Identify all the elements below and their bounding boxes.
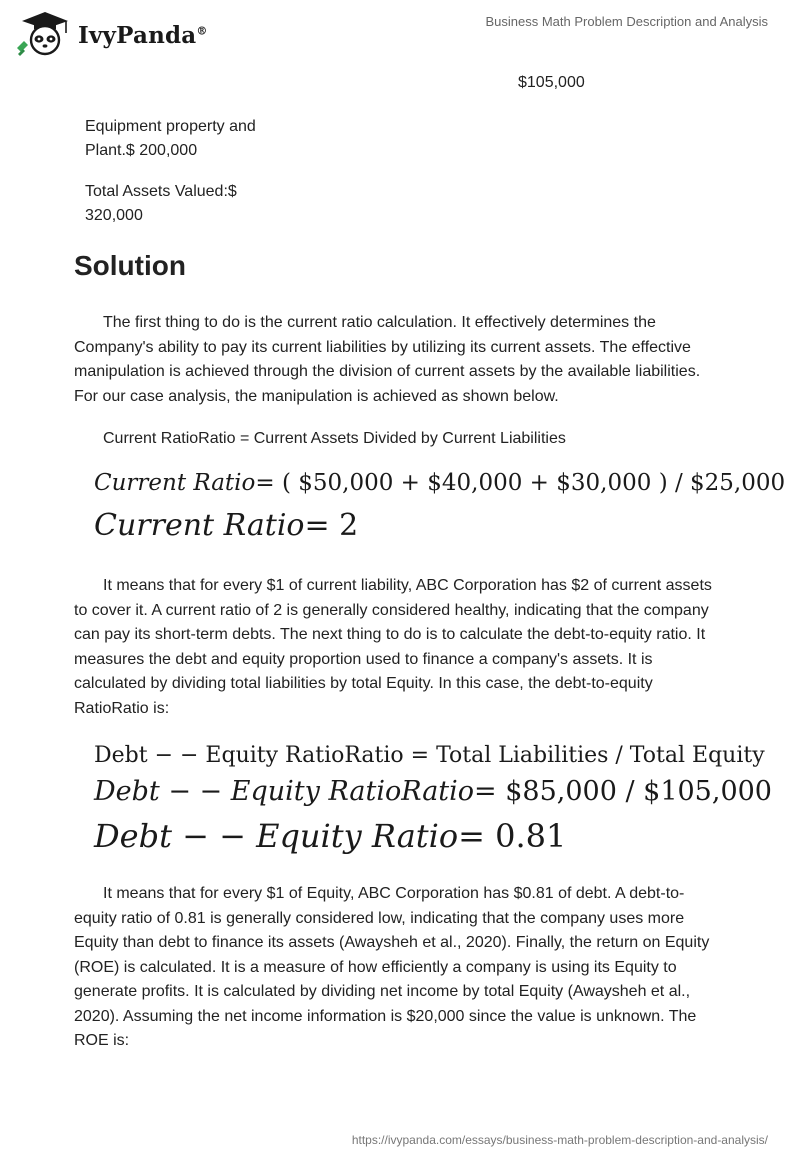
total-assets-line: Total Assets Valued:$ 320,000: [85, 183, 237, 224]
source-url[interactable]: https://ivypanda.com/essays/business-math-problem-description-and-analysis/: [351, 1133, 768, 1147]
brand-name: IvyPanda®: [78, 21, 208, 49]
debt-equity-formula: [94, 776, 772, 807]
paragraph-debt-to-equity: It means that for every $1 of current liability, ABC Corporation has $2 of current assets to cover it. A current ratio of 2 is generally considered healthy, indicating that the company can pay its short-term debts. The next thing to do is to calculate the debt-to-equity ratio. It measures the debt and equity proportion used to finance a company's assets. It is calculated by dividing total liabilities by total Equity. In this case, the debt-to-equity RatioRatio is:: [74, 577, 712, 717]
page-header: [0, 0, 800, 70]
current-ratio-formula: [94, 470, 785, 496]
result-lhs: Current Ratio: [94, 508, 305, 543]
debt-equity-result: [94, 817, 566, 855]
result-rhs: = 0.81: [458, 817, 567, 855]
formula-rhs: = $85,000 / $105,000: [474, 776, 772, 807]
paragraph-current-ratio: The first thing to do is the current ratio calculation. It effectively determines the Company's ability to pay its current liabilities by utilizing its current assets. The effective manipulation is achieved through the division of current assets by the available liabilities. For our case analysis, the manipulation is achieved as shown below.: [74, 314, 701, 405]
section-heading: Solution: [74, 250, 186, 281]
formula-label: Current RatioRatio = Current Assets Divided by Current Liabilities: [103, 430, 566, 447]
debt-equity-definition: Debt − − Equity RatioRatio = Total Liabilities / Total Equity: [94, 743, 765, 768]
equity-value: $105,000: [518, 74, 585, 91]
paragraph-roe: It means that for every $1 of Equity, ABC Corporation has $0.81 of debt. A debt-to-equity ratio of 0.81 is generally considered low, indicating that the company uses more Equity than debt to finance its assets (Awaysheh et al., 2020). Finally, the return on Equity (ROE) is calculated. It is a measure of how efficiently a company is using its Equity to generate profits. It is calculated by dividing net income by total Equity (Awaysheh et al., 2020). Assuming the net income information is $20,000 since the value is unknown. The ROE is:: [74, 885, 710, 1049]
equipment-line: Equipment property and Plant.$ 200,000: [85, 118, 256, 159]
current-ratio-result: [94, 508, 358, 543]
result-rhs: = 2: [304, 508, 359, 543]
document-title: Business Math Problem Description and Analysis: [485, 14, 768, 29]
panda-graduate-icon: [14, 8, 76, 58]
result-lhs: Debt − − Equity Ratio: [94, 817, 459, 855]
formula-lhs: Current Ratio: [94, 470, 256, 496]
formula-lhs: Debt − − Equity RatioRatio: [94, 776, 475, 807]
logo[interactable]: [14, 8, 208, 58]
formula-rhs: = ( $50,000 + $40,000 + $30,000 ) / $25,000: [255, 470, 786, 496]
